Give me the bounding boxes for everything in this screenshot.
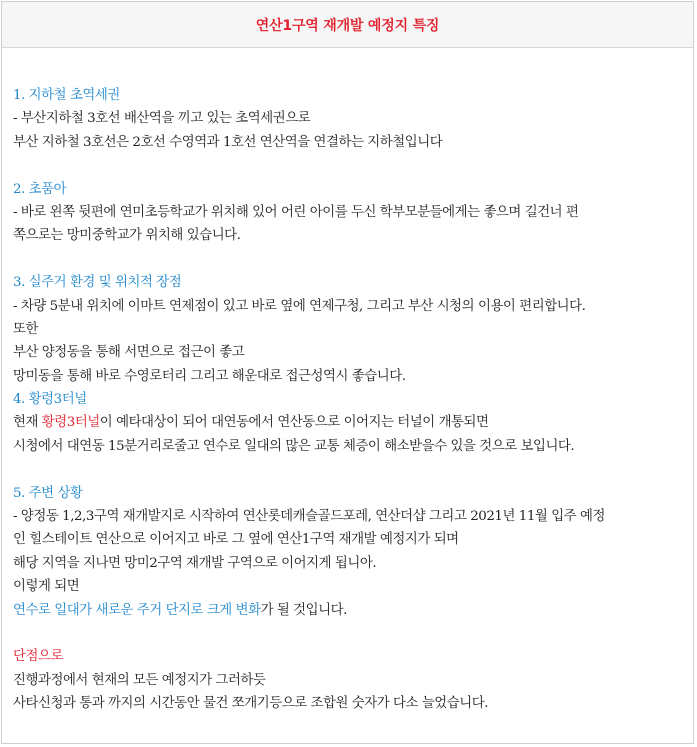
section-4-line-1-post: 이 예타대상이 되어 대연동에서 연산동으로 이어지는 터널이 개통되면 xyxy=(99,415,489,431)
spacer xyxy=(13,154,693,177)
section-5-line-3: 해당 지역을 지나면 망미2구역 재개발 구역으로 이어지게 됩니아. xyxy=(13,555,377,571)
section-3-heading: 3. 실주거 환경 및 위치적 장점 xyxy=(13,275,182,291)
tunnel-highlight: 황령3터널 xyxy=(41,415,100,431)
drawbacks-heading: 단점으로 xyxy=(13,649,63,665)
section-4-heading: 4. 황령3터널 xyxy=(13,392,87,408)
section-5-line-5-post: 가 될 것입니다. xyxy=(260,602,347,618)
section-5-heading: 5. 주변 상황 xyxy=(13,485,83,501)
section-3-line-4: 망미동을 통해 바로 수영로터리 그리고 해운대로 접근성역시 좋습니다. xyxy=(13,368,406,384)
spacer xyxy=(13,622,693,645)
section-5-line-2: 인 힐스테이트 연산으로 이어지고 바로 그 옆에 연산1구역 재개발 예정지가 되며 xyxy=(13,532,459,548)
drawbacks-line-2: 사타신청과 통과 까지의 시간동안 물건 쪼개기등으로 조합원 숫자가 다소 늘었습니다. xyxy=(13,696,489,712)
section-3-line-3: 부산 양정동을 통해 서면으로 접근이 좋고 xyxy=(13,345,245,361)
section-3-line-1: - 차량 5분내 위치에 이마트 연제점이 있고 바로 옆에 연제구청, 그리고 부산 시청의 이용이 편리합니다. xyxy=(13,298,586,314)
article-body xyxy=(2,48,693,716)
section-5-line-5 xyxy=(13,599,693,622)
section-1-line-1: - 부산지하철 3호선 배산역을 끼고 있는 초역세권으로 xyxy=(13,111,311,127)
section-5-line-4: 이렇게 되면 xyxy=(13,579,80,595)
section-1-heading: 1. 지하철 초역세권 xyxy=(13,88,120,103)
section-2-heading: 2. 초품아 xyxy=(13,181,67,197)
spacer xyxy=(13,458,693,481)
section-2-line-2: 쪽으로는 망미중학교가 위치해 있습니다. xyxy=(13,228,241,244)
section-4-line-2: 시청에서 대연동 15분거리로줄고 연수로 일대의 많은 교통 체증이 해소받을수 있을 것으로 보입니다. xyxy=(13,438,575,454)
title-bar xyxy=(2,2,693,48)
article-box xyxy=(1,1,694,744)
drawbacks-line-1: 진행과정에서 현재의 모든 예정지가 그러하듯 xyxy=(13,672,266,688)
transformation-highlight: 연수로 일대가 새로운 주거 단지로 크게 변화 xyxy=(13,602,261,618)
section-4-line-1 xyxy=(13,411,693,434)
spacer xyxy=(13,248,693,271)
section-1-line-2: 부산 지하철 3호선은 2호선 수영역과 1호선 연산역을 연결하는 지하철입니다 xyxy=(13,134,443,150)
section-5-line-1: - 양정동 1,2,3구역 재개발지로 시작하여 연산롯데캐슬골드포레, 연산더샵 그리고 2021년 11월 입주 예정 xyxy=(13,509,605,525)
page-title: 연산1구역 재개발 예정지 특징 xyxy=(255,17,440,34)
section-2-line-1: - 바로 왼쪽 뒷편에 연미초등학교가 위치해 있어 어린 아이를 두신 학부모분들에게는 좋으며 길건너 편 xyxy=(13,204,579,220)
section-3-line-2: 또한 xyxy=(13,321,38,337)
section-4-line-1-pre: 현재 xyxy=(13,415,42,431)
